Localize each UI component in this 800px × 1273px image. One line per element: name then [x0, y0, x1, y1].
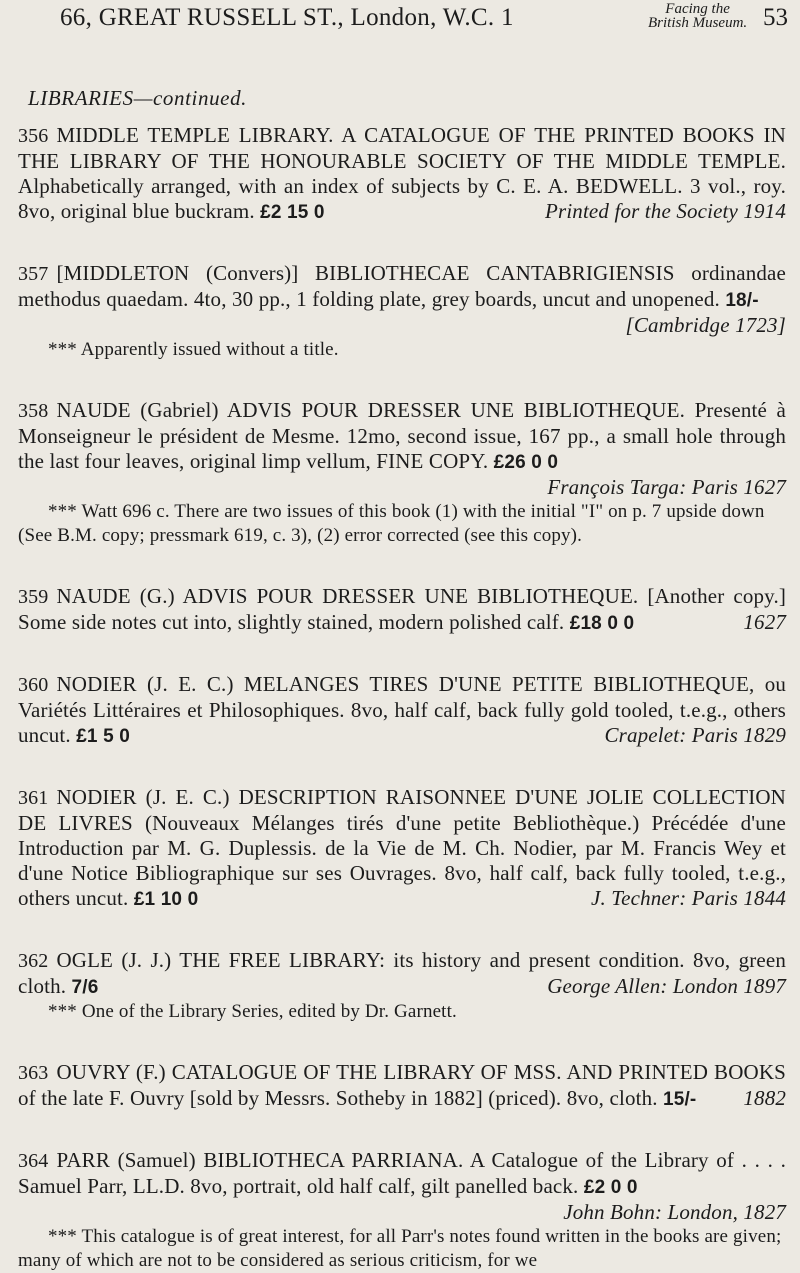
catalogue-entry-364 [18, 1148, 786, 1273]
entry-note: *** Watt 696 c. There are two issues of this book (1) with the initial "I" on p. 7 upside down (See B.M. copy; pressmark 619, c. 3), (2) error corrected (see this copy). [18, 501, 765, 546]
entry-price: £18 0 0 [569, 613, 635, 634]
catalogue-entry-361 [18, 785, 786, 912]
entry-price: 7/6 [71, 977, 99, 998]
entry-imprint: J. Techner: Paris 1844 [590, 886, 786, 910]
catalogue-entry-357 [18, 261, 786, 362]
entry-price: £2 0 0 [583, 1177, 638, 1198]
entry-imprint: 1627 [743, 610, 786, 634]
entry-number: 364 [18, 1150, 49, 1172]
entry-number: 363 [18, 1062, 49, 1084]
facing-line-1: Facing the [665, 1, 730, 17]
catalogue-entry-362 [18, 948, 786, 1024]
entry-price: £26 0 0 [493, 452, 559, 473]
facing-line-2: British Museum. [648, 15, 748, 31]
entry-price: £1 5 0 [76, 726, 130, 747]
entry-note: *** One of the Library Series, edited by Dr. Garnett. [48, 1001, 457, 1022]
entry-imprint: George Allen: London 1897 [547, 974, 786, 998]
entry-imprint: François Targa: Paris 1627 [547, 475, 786, 499]
entry-imprint: [Cambridge 1723] [625, 313, 786, 337]
entry-number: 356 [18, 125, 49, 147]
catalogue-entry-363 [18, 1060, 786, 1112]
entry-text: [MIDDLETON (Convers)] BIBLIOTHECAE CANTABRIGIENSIS ordinandae methodus quaedam. 4to, 30 pp., 1 folding plate, grey boards, uncut and unopened. [18, 261, 786, 311]
entry-price: £1 10 0 [133, 889, 199, 910]
running-header [18, 0, 786, 52]
catalogue-entry-359 [18, 584, 786, 636]
entry-imprint: 1882 [743, 1086, 786, 1110]
entry-number: 358 [18, 400, 49, 422]
entry-note: *** This catalogue is of great interest, for all Parr's notes found written in the books are given; many of which are not to be considered as serious criticism, for we [18, 1226, 782, 1271]
entry-imprint: John Bohn: London, 1827 [563, 1200, 786, 1224]
entry-price: 18/- [725, 290, 759, 311]
entry-text: NAUDE (G.) ADVIS POUR DRESSER UNE BIBLIOTHEQUE. [Another copy.] Some side notes cut into, slightly stained, modern polished calf. [18, 584, 786, 634]
entry-number: 360 [18, 674, 49, 696]
entry-text: OGLE (J. J.) THE FREE LIBRARY: its history and present condition. 8vo, green cloth. [18, 948, 786, 998]
entry-number: 361 [18, 787, 49, 809]
entry-text: NAUDE (Gabriel) ADVIS POUR DRESSER UNE BIBLIOTHEQUE. Presenté à Monseigneur le président de Mesme. 12mo, second issue, 167 pp., a small hole through the last four leaves, original limp vellum, FINE COPY. [18, 398, 786, 473]
catalogue-entry-360 [18, 672, 786, 749]
entry-number: 357 [18, 263, 49, 285]
entry-text: PARR (Samuel) BIBLIOTHECA PARRIANA. A Catalogue of the Library of . . . . Samuel Parr, LL.D. 8vo, portrait, old half calf, gilt panelled back. [18, 1148, 786, 1198]
entry-text: NODIER (J. E. C.) DESCRIPTION RAISONNEE D'UNE JOLIE COLLECTION DE LIVRES (Nouveaux Mélanges tirés d'une petite Bebliothèque.) Précédée d'une Introduction par M. G. Duplessis. de la Vie de M. Ch. Nodier, par M. Francis Wey et d'une Notice Bibliographique sur ses Ouvrages. 8vo, half calf, back fully tooled, t.e.g., others uncut. [18, 785, 786, 910]
entry-number: 362 [18, 950, 49, 972]
entry-number: 359 [18, 586, 49, 608]
entry-imprint: Printed for the Society 1914 [545, 199, 786, 223]
page-number: 53 [763, 4, 788, 31]
entry-text: MIDDLE TEMPLE LIBRARY. A CATALOGUE OF THE PRINTED BOOKS IN THE LIBRARY OF THE HONOURABLE SOCIETY OF THE MIDDLE TEMPLE. Alphabetically arranged, with an index of subjects by C. E. A. BEDWELL. 3 vol., roy. 8vo, original blue buckram. [18, 123, 786, 223]
catalogue-entry-358 [18, 398, 786, 548]
header-facing-note [648, 2, 747, 30]
entry-text: OUVRY (F.) CATALOGUE OF THE LIBRARY OF MSS. AND PRINTED BOOKS of the late F. Ouvry [sold by Messrs. Sotheby in 1882] (priced). 8vo, cloth. [18, 1060, 786, 1110]
header-address: 66, GREAT RUSSELL ST., London, W.C. 1 [60, 4, 514, 31]
entry-price: 15/- [663, 1089, 697, 1110]
entry-list [18, 123, 786, 1273]
entry-text: NODIER (J. E. C.) MELANGES TIRES D'UNE PETITE BIBLIOTHEQUE, ou Variétés Littéraires et Philosophiques. 8vo, half calf, back fully gold tooled, t.e.g., others uncut. [18, 672, 786, 747]
entry-price: £2 15 0 [260, 202, 325, 223]
entry-imprint: Crapelet: Paris 1829 [604, 723, 786, 747]
catalogue-entry-356 [18, 123, 786, 225]
entry-note: *** Apparently issued without a title. [48, 339, 339, 360]
section-heading: LIBRARIES—continued. [28, 86, 248, 110]
